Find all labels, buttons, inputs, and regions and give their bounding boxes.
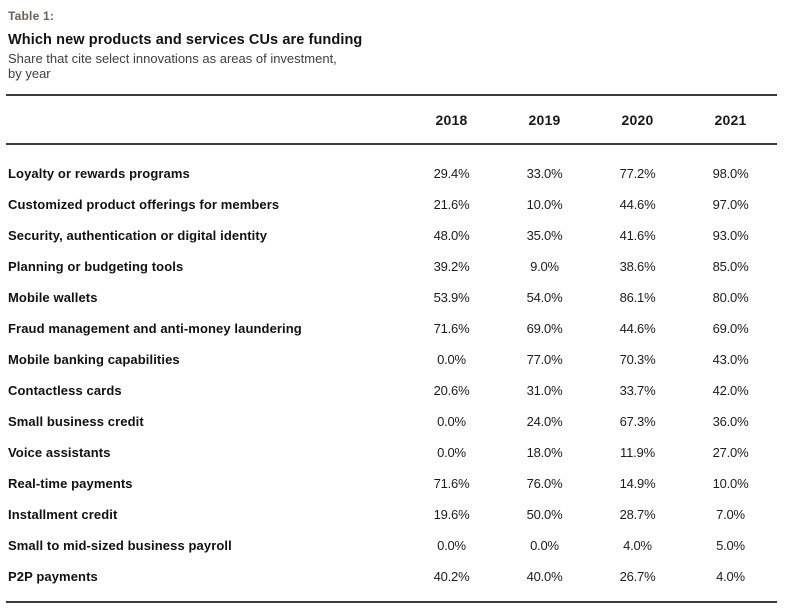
table-row xyxy=(6,189,777,220)
row-value: 0.0% xyxy=(437,445,466,460)
row-value: 70.3% xyxy=(619,352,656,367)
row-value: 0.0% xyxy=(437,414,466,429)
row-value: 98.0% xyxy=(712,166,749,181)
row-value: 38.6% xyxy=(619,259,656,274)
table-subtitle-line1: Share that cite select innovations as areas of investment, xyxy=(8,51,337,66)
row-value: 5.0% xyxy=(716,538,745,553)
row-value: 19.6% xyxy=(433,507,470,522)
row-value: 10.0% xyxy=(712,476,749,491)
row-value: 33.7% xyxy=(619,383,656,398)
row-value: 33.0% xyxy=(526,166,563,181)
table-row xyxy=(6,468,777,499)
table-row xyxy=(6,282,777,313)
table-title: Which new products and services CUs are funding xyxy=(8,32,363,48)
row-value: 20.6% xyxy=(433,383,470,398)
row-value: 44.6% xyxy=(619,321,656,336)
row-value: 97.0% xyxy=(712,197,749,212)
row-label: Fraud management and anti-money laundering xyxy=(8,321,302,336)
table-row xyxy=(6,158,777,189)
row-value: 76.0% xyxy=(526,476,563,491)
table-content xyxy=(6,0,777,603)
row-value: 69.0% xyxy=(526,321,563,336)
table-subtitle xyxy=(8,51,777,81)
row-value: 67.3% xyxy=(619,414,656,429)
table-body xyxy=(6,145,777,592)
table-row xyxy=(6,530,777,561)
row-value: 40.2% xyxy=(433,569,470,584)
row-label: Small to mid-sized business payroll xyxy=(8,538,232,553)
row-value: 0.0% xyxy=(437,352,466,367)
table-subtitle-line2: by year xyxy=(8,66,51,81)
row-value: 77.0% xyxy=(526,352,563,367)
row-value: 35.0% xyxy=(526,228,563,243)
column-header-2020: 2020 xyxy=(621,111,654,128)
row-label: Planning or budgeting tools xyxy=(8,259,184,274)
column-header-2018: 2018 xyxy=(435,111,468,128)
row-value: 39.2% xyxy=(433,259,470,274)
table-header-row xyxy=(6,96,777,143)
table-row xyxy=(6,344,777,375)
row-value: 21.6% xyxy=(433,197,470,212)
table-row xyxy=(6,375,777,406)
row-value: 69.0% xyxy=(712,321,749,336)
row-label: Loyalty or rewards programs xyxy=(8,166,190,181)
row-label: Contactless cards xyxy=(8,383,122,398)
row-value: 10.0% xyxy=(526,197,563,212)
column-header-2019: 2019 xyxy=(528,111,561,128)
row-value: 44.6% xyxy=(619,197,656,212)
table-row xyxy=(6,313,777,344)
table-row xyxy=(6,561,777,592)
table-row xyxy=(6,406,777,437)
row-value: 48.0% xyxy=(433,228,470,243)
row-value: 77.2% xyxy=(619,166,656,181)
row-label: Customized product offerings for members xyxy=(8,197,280,212)
table-row xyxy=(6,220,777,251)
row-value: 54.0% xyxy=(526,290,563,305)
column-header-2021: 2021 xyxy=(714,111,747,128)
row-value: 36.0% xyxy=(712,414,749,429)
row-label: Mobile banking capabilities xyxy=(8,352,180,367)
row-value: 85.0% xyxy=(712,259,749,274)
row-value: 93.0% xyxy=(712,228,749,243)
row-label: P2P payments xyxy=(8,569,98,584)
row-label: Security, authentication or digital identity xyxy=(8,228,268,243)
row-value: 24.0% xyxy=(526,414,563,429)
table-row xyxy=(6,437,777,468)
row-value: 9.0% xyxy=(530,259,559,274)
bottom-rule xyxy=(6,601,777,603)
row-value: 50.0% xyxy=(526,507,563,522)
row-value: 14.9% xyxy=(619,476,656,491)
row-label: Mobile wallets xyxy=(8,290,98,305)
table-label: Table 1: xyxy=(8,9,55,23)
row-value: 28.7% xyxy=(619,507,656,522)
row-value: 41.6% xyxy=(619,228,656,243)
row-value: 26.7% xyxy=(619,569,656,584)
table-row xyxy=(6,251,777,282)
row-value: 31.0% xyxy=(526,383,563,398)
row-value: 27.0% xyxy=(712,445,749,460)
row-value: 40.0% xyxy=(526,569,563,584)
row-value: 11.9% xyxy=(620,445,655,460)
row-value: 43.0% xyxy=(712,352,749,367)
row-value: 0.0% xyxy=(437,538,466,553)
row-value: 4.0% xyxy=(623,538,652,553)
row-value: 71.6% xyxy=(433,476,470,491)
row-value: 53.9% xyxy=(433,290,470,305)
row-value: 29.4% xyxy=(433,166,470,181)
row-value: 86.1% xyxy=(619,290,656,305)
row-value: 18.0% xyxy=(526,445,563,460)
row-label: Voice assistants xyxy=(8,445,111,460)
row-value: 42.0% xyxy=(712,383,749,398)
row-value: 0.0% xyxy=(530,538,559,553)
row-label: Installment credit xyxy=(8,507,118,522)
row-value: 80.0% xyxy=(712,290,749,305)
table-row xyxy=(6,499,777,530)
row-value: 4.0% xyxy=(716,569,745,584)
row-value: 71.6% xyxy=(433,321,470,336)
row-label: Small business credit xyxy=(8,414,144,429)
row-label: Real-time payments xyxy=(8,476,133,491)
row-value: 7.0% xyxy=(716,507,745,522)
